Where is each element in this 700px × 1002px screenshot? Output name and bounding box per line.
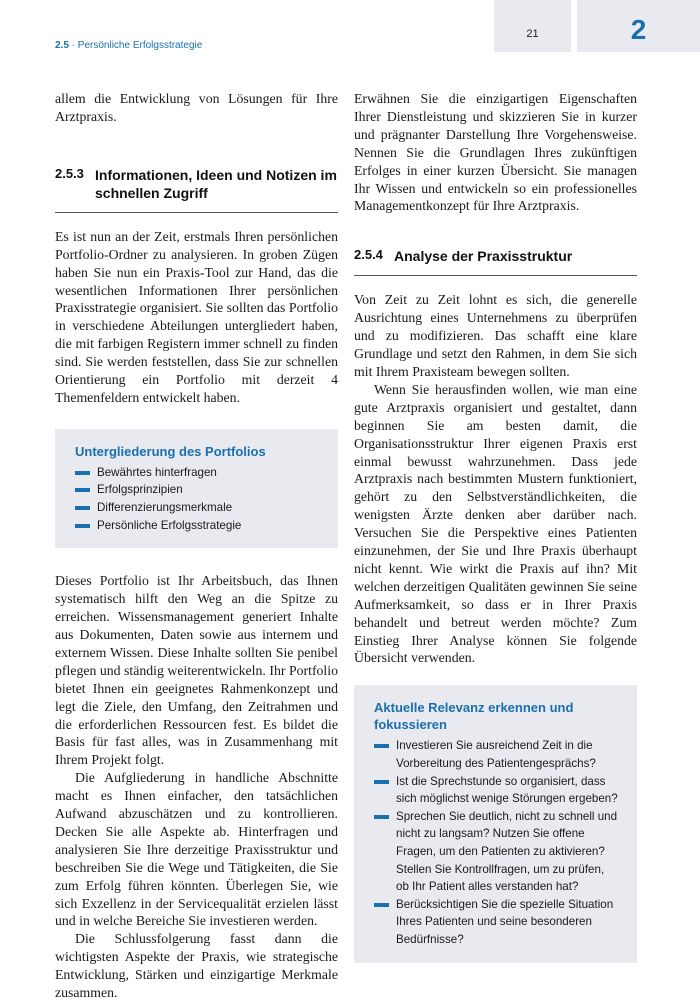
info-box-list: [374, 737, 619, 948]
left-column: [55, 90, 338, 1002]
page-number: 21: [526, 28, 539, 40]
info-box-title: Untergliederung des Portfolios: [75, 443, 266, 459]
list-item-text: Berücksichtigen Sie die spezielle Situation Ihres Patienten und seine besonderen Bedürfnisse?: [396, 897, 614, 946]
page-number-tab: [494, 0, 571, 52]
list-item-text: Erfolgsprinzipien: [97, 483, 183, 497]
bullet-icon: [374, 903, 389, 907]
section-number: 2.5.3: [55, 165, 84, 181]
bullet-icon: [75, 506, 90, 510]
section-title: Informationen, Ideen und Notizen im schnellen Zugriff: [95, 166, 337, 201]
list-item: [374, 773, 619, 808]
list-item-text: Ist die Sprechstunde so organisiert, dass sich möglichst wenige Störungen ergeben?: [396, 774, 618, 806]
list-item-text: Bewährtes hinterfragen: [97, 465, 217, 479]
chapter-number: 2: [630, 14, 647, 45]
bullet-icon: [75, 488, 90, 492]
section-number: 2.5.4: [354, 247, 383, 263]
right-column: [354, 90, 637, 963]
list-item: [374, 737, 619, 772]
list-item-text: Sprechen Sie deutlich, nicht zu schnell und nicht zu langsam? Nutzen Sie offene Fragen, um den Patienten zu aktivieren? Stellen Sie Kontrollfragen, um zu prüfen, ob Ihr Patient alles verstanden hat?: [396, 809, 618, 894]
paragraph: Die Schlussfolgerung fasst dann die wichtigsten Aspekte der Praxis, wie strategische Entwicklung, Stärken und einzigartige Merkmale zusammen.: [55, 931, 338, 1001]
list-item: [374, 808, 619, 896]
paragraph: Erwähnen Sie die einzigartigen Eigenschaften Ihrer Dienstleistung und skizzieren Sie in kurzer und prägnanter Darstellung Ihre Vorgehensweise. Nennen Sie die Grundlagen Ihres zukünftigen Erfolges in einer kurzen Übersicht. Sie managen Ihr Wissen und entwickeln so ein professionelles Managementkonzept für Ihre Arztpraxis.: [354, 91, 637, 214]
paragraph: Wenn Sie herausfinden wollen, wie man eine gute Arztpraxis organisiert und gestaltet, dann beginnen Sie am besten damit, die Organisationsstruktur Ihrer eigenen Praxis erst einmal bewusst wahrzunehmen. Dass jede Arztpraxis nach bestimmten Mustern funktioniert, gehört zu den Selbstverständlichkeiten, die wenigsten Ärzte denken aber darüber nach. Versuchen Sie die Perspektive eines Patienten einzunehmen, der Sie und Ihre Praxis überhaupt nicht kennt. Wie wirkt die Praxis auf ihn? Mit welchen derzeitigen Qualitäten gewinnen Sie seine Aufmerksamkeit, so dass er in Ihrer Praxis behandelt und betreut werden möchte? Zum Einstieg Ihrer Analyse können Sie folgende Übersicht verwenden.: [354, 381, 637, 666]
bullet-icon: [75, 524, 90, 528]
list-item: [75, 464, 320, 482]
list-item: [75, 517, 320, 535]
info-box-title: Aktuelle Relevanz erkennen und fokussieren: [374, 700, 574, 733]
paragraph: Die Aufgliederung in handliche Abschnitte macht es Ihnen einfacher, den tatsächlichen Aufwand abzuschätzen und zu kontrollieren. Decken Sie alle Aspekte ab. Hinterfragen und analysieren Sie Ihre derzeitige Praxisstruktur und beschreiben Sie die Wege und Tätigkeiten, die Sie zum Erfolg führen könnten. Überlegen Sie, wie sich Exzellenz in der Servicequalität erzielen lässt und in welche Bereiche Sie investieren werden.: [55, 770, 338, 929]
running-head: [55, 40, 202, 51]
list-item-text: Persönliche Erfolgsstrategie: [97, 518, 242, 532]
running-head-title: Persönliche Erfolgsstrategie: [77, 40, 203, 51]
running-head-separator: ·: [68, 40, 78, 51]
bullet-icon: [374, 744, 389, 748]
info-box-list: [75, 464, 320, 534]
paragraph: Es ist nun an der Zeit, erstmals Ihren persönlichen Portfolio-Ordner zu analysieren. In groben Zügen haben Sie nun ein Praxis-Tool zur Hand, das die wesentlichen Informationen Ihrer persönlichen Praxisstrategie organisiert. Sie sollten das Portfolio in verschiedene Abteilungen untergliedert haben, die mit farbigen Registern immer schnell zu finden sind. Sie werden feststellen, dass Sie zur schnellen Orientierung ein Portfolio mit derzeit 4 Themenfeldern entwickelt haben.: [55, 228, 338, 405]
section-heading-2-5-4: [354, 247, 637, 276]
bullet-icon: [75, 471, 90, 475]
paragraph: Von Zeit zu Zeit lohnt es sich, die generelle Ausrichtung eines Unternehmens zu überprüfen und zu modifizieren. Das schafft eine klare Grundlage und setzt den Rahmen, in dem Sie sich mit Ihrem Praxisteam bewegen sollten.: [354, 292, 637, 379]
section-heading-2-5-3: [55, 166, 338, 213]
bullet-icon: [374, 780, 389, 784]
section-title: Analyse der Praxisstruktur: [394, 248, 573, 265]
list-item: [374, 896, 619, 949]
list-item: [75, 499, 320, 517]
info-box-portfolio: [55, 429, 338, 548]
list-item: [75, 481, 320, 499]
list-item-text: Differenzierungsmerkmale: [97, 501, 233, 515]
info-box-relevance: [354, 685, 637, 962]
chapter-tab: [577, 0, 700, 52]
list-item-text: Investieren Sie ausreichend Zeit in die Vorbereitung des Patientengesprächs?: [396, 739, 596, 770]
paragraph: Dieses Portfolio ist Ihr Arbeitsbuch, das Ihnen systematisch hilft den Weg an die Spitze zu erreichen. Wissensmanagement generiert Inhalte aus Dokumenten, Daten sowie aus internem und externem Wissen. Diese Inhalte sollten Sie penibel pflegen und ständig weiterentwickeln. Ihr Portfolio bietet Ihnen ein geeignetes Rahmenkonzept und legt die Ziele, den Umfang, den Zeitrahmen und die erforderlichen Ressourcen fest. Es bildet die Basis für fast alles, was in Zusammenhang mit Ihrem Projekt folgt.: [55, 573, 338, 768]
bullet-icon: [374, 815, 389, 819]
running-head-number: 2.5: [55, 40, 69, 51]
intro-paragraph: allem die Entwicklung von Lösungen für Ihre Arztpraxis.: [55, 91, 338, 124]
